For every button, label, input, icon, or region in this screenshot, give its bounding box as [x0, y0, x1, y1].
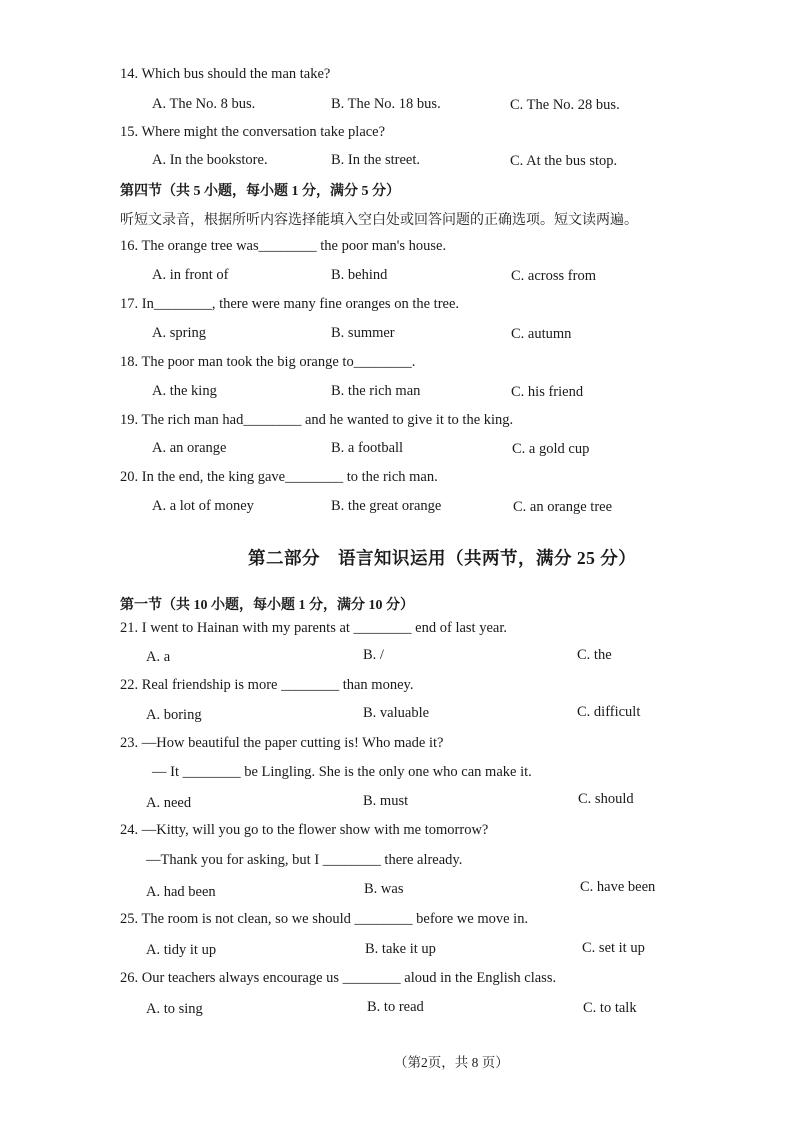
q21-option-a: A. a: [146, 649, 171, 665]
q21-option-c: C. the: [577, 647, 612, 663]
q15-option-b: B. In the street.: [331, 152, 420, 168]
part2-title: 第二部分 语言知识运用（共两节，满分 25 分）: [248, 548, 637, 568]
q18-option-b: B. the rich man: [331, 383, 421, 399]
q15-option-c: C. At the bus stop.: [510, 153, 618, 169]
q25-option-c: C. set it up: [582, 940, 645, 956]
q23-option-c: C. should: [578, 791, 634, 807]
q16-option-a: A. in front of: [152, 267, 229, 283]
question-18-stem: 18. The poor man took the big orange to________.: [120, 354, 416, 370]
question-19-stem: 19. The rich man had________ and he wanted to give it to the king.: [120, 412, 514, 428]
q19-option-a: A. an orange: [152, 440, 227, 456]
q25-option-a: A. tidy it up: [146, 942, 217, 958]
q22-option-b: B. valuable: [363, 705, 430, 721]
q20-option-c: C. an orange tree: [513, 499, 613, 515]
section4-header: 第四节（共 5 小题，每小题 1 分，满分 5 分）: [120, 184, 400, 199]
q24-option-b: B. was: [364, 881, 404, 897]
question-17-stem: 17. In________, there were many fine oranges on the tree.: [120, 296, 460, 312]
q25-option-b: B. take it up: [365, 941, 436, 957]
q18-option-a: A. the king: [152, 383, 217, 399]
q23-option-b: B. must: [363, 793, 409, 809]
page-number: （第2页，共 8 页）: [394, 1055, 509, 1070]
question-25-stem: 25. The room is not clean, so we should ________ before we move in.: [120, 911, 529, 927]
q18-option-c: C. his friend: [511, 384, 584, 400]
q17-option-a: A. spring: [152, 325, 206, 341]
q14-option-a: A. The No. 8 bus.: [152, 96, 256, 112]
q22-option-c: C. difficult: [577, 704, 641, 720]
q15-option-a: A. In the bookstore.: [152, 152, 268, 168]
question-14-stem: 14. Which bus should the man take?: [120, 66, 331, 82]
q16-option-b: B. behind: [331, 267, 388, 283]
q20-option-a: A. a lot of money: [152, 498, 254, 514]
q22-option-a: A. boring: [146, 707, 202, 723]
question-23-answer-line: — It ________ be Lingling. She is the only one who can make it.: [152, 764, 532, 780]
section4-instruction: 听短文录音，根据所听内容选择能填入空白处或回答问题的正确选项。短文读两遍。: [120, 213, 638, 228]
q23-option-a: A. need: [146, 795, 192, 811]
q19-option-c: C. a gold cup: [512, 441, 590, 457]
q16-option-c: C. across from: [511, 268, 596, 284]
q19-option-b: B. a football: [331, 440, 404, 456]
question-24-answer-line: —Thank you for asking, but I ________ there already.: [146, 852, 463, 868]
q20-option-b: B. the great orange: [331, 498, 442, 514]
part2-section1-header: 第一节（共 10 小题，每小题 1 分，满分 10 分）: [120, 598, 414, 613]
q17-option-b: B. summer: [331, 325, 395, 341]
question-16-stem: 16. The orange tree was________ the poor man's house.: [120, 238, 447, 254]
q26-option-b: B. to read: [367, 999, 424, 1015]
q14-option-c: C. The No. 28 bus.: [510, 97, 620, 113]
q26-option-a: A. to sing: [146, 1001, 203, 1017]
question-22-stem: 22. Real friendship is more ________ than money.: [120, 677, 414, 693]
q14-option-b: B. The No. 18 bus.: [331, 96, 441, 112]
question-23-stem: 23. —How beautiful the paper cutting is! Who made it?: [120, 735, 444, 751]
q26-option-c: C. to talk: [583, 1000, 637, 1016]
q21-option-b: B. /: [363, 647, 384, 663]
question-26-stem: 26. Our teachers always encourage us ________ aloud in the English class.: [120, 970, 557, 986]
q24-option-a: A. had been: [146, 884, 216, 900]
question-15-stem: 15. Where might the conversation take place?: [120, 124, 386, 140]
question-21-stem: 21. I went to Hainan with my parents at ________ end of last year.: [120, 620, 507, 636]
question-20-stem: 20. In the end, the king gave________ to the rich man.: [120, 469, 438, 485]
q24-option-c: C. have been: [580, 879, 656, 895]
question-24-stem: 24. —Kitty, will you go to the flower show with me tomorrow?: [120, 822, 489, 838]
q17-option-c: C. autumn: [511, 326, 572, 342]
